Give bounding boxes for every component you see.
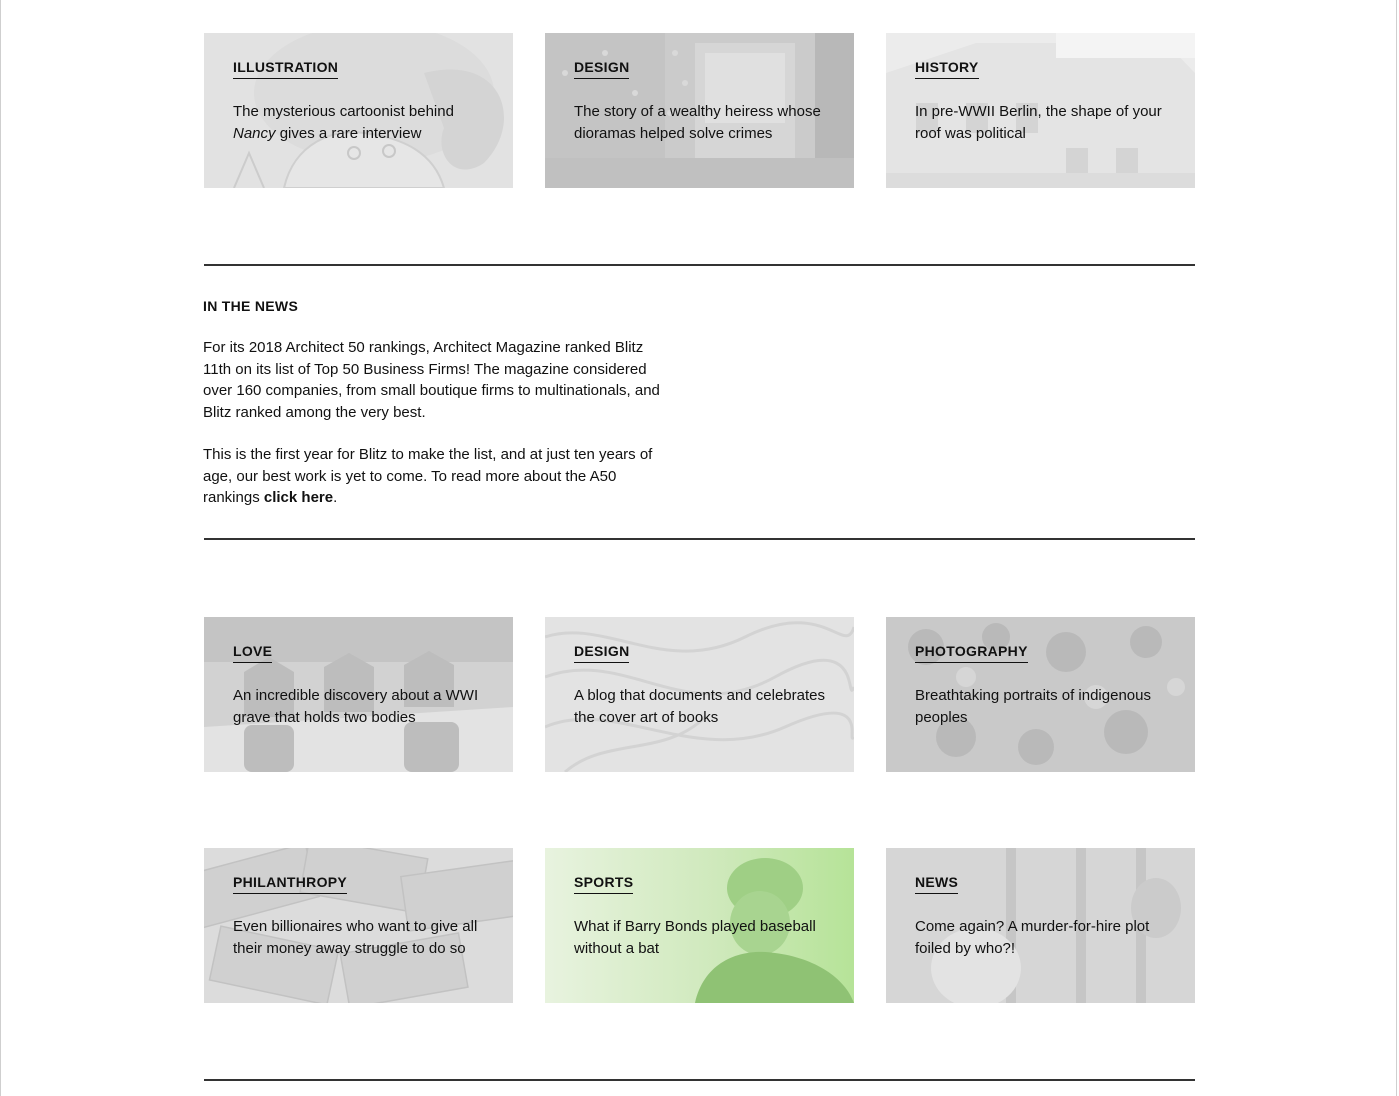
card-content (574, 643, 838, 728)
in-the-news-section (203, 297, 663, 530)
card-headline: Even billionaires who want to give all their money away struggle to do so (233, 918, 478, 957)
card-headline: The mysterious cartoonist behind Nancy gives a rare interview (233, 103, 454, 142)
story-card-photography[interactable] (886, 617, 1195, 772)
story-grid-bottom (204, 848, 1195, 1003)
card-tag[interactable]: SPORTS (574, 874, 633, 894)
card-headline: What if Barry Bonds played baseball without a bat (574, 918, 816, 957)
click-here-link[interactable]: click here (263, 489, 334, 506)
card-tag[interactable]: DESIGN (574, 643, 629, 663)
card-content (233, 59, 497, 144)
card-headline: In pre-WWII Berlin, the shape of your roof was political (915, 103, 1162, 142)
story-card-design[interactable] (545, 33, 854, 188)
card-headline: Come again? A murder-for-hire plot foiled by who?! (915, 918, 1150, 957)
card-content (233, 874, 497, 959)
story-card-sports[interactable] (545, 848, 854, 1003)
card-headline: Breathtaking portraits of indigenous peoples (915, 687, 1151, 726)
card-content (915, 874, 1179, 959)
card-content (233, 643, 497, 728)
news-paragraph: For its 2018 Architect 50 rankings, Architect Magazine ranked Blitz 11th on its list of Top 50 Business Firms! The magazine considered over 160 companies, from small boutique firms to multinationals, and Blitz ranked among the very best. (203, 339, 660, 421)
card-tag[interactable]: PHILANTHROPY (233, 874, 347, 894)
card-tag[interactable]: DESIGN (574, 59, 629, 79)
story-card-philanthropy[interactable] (204, 848, 513, 1003)
card-headline: An incredible discovery about a WWI grave that holds two bodies (233, 687, 479, 726)
card-tag[interactable]: ILLUSTRATION (233, 59, 338, 79)
card-tag[interactable]: PHOTOGRAPHY (915, 643, 1028, 663)
card-headline: A blog that documents and celebrates the cover art of books (574, 687, 826, 726)
story-card-history[interactable] (886, 33, 1195, 188)
section-divider (204, 538, 1195, 540)
news-paragraph: This is the first year for Blitz to make the list, and at just ten years of age, our best work is yet to come. To read more about the A50 rankings click here. (203, 446, 653, 506)
section-divider (204, 264, 1195, 266)
story-card-news[interactable] (886, 848, 1195, 1003)
card-content (915, 643, 1179, 728)
card-content (574, 874, 838, 959)
card-tag[interactable]: HISTORY (915, 59, 979, 79)
card-content (915, 59, 1179, 144)
section-divider (204, 1079, 1195, 1081)
section-heading: IN THE NEWS (203, 298, 299, 314)
story-card-love[interactable] (204, 617, 513, 772)
card-tag[interactable]: NEWS (915, 874, 958, 894)
story-card-design[interactable] (545, 617, 854, 772)
story-grid-middle (204, 617, 1195, 772)
story-grid-top (204, 33, 1195, 188)
story-card-illustration[interactable] (204, 33, 513, 188)
card-headline: The story of a wealthy heiress whose dioramas helped solve crimes (574, 103, 821, 142)
card-content (574, 59, 838, 144)
card-tag[interactable]: LOVE (233, 643, 272, 663)
